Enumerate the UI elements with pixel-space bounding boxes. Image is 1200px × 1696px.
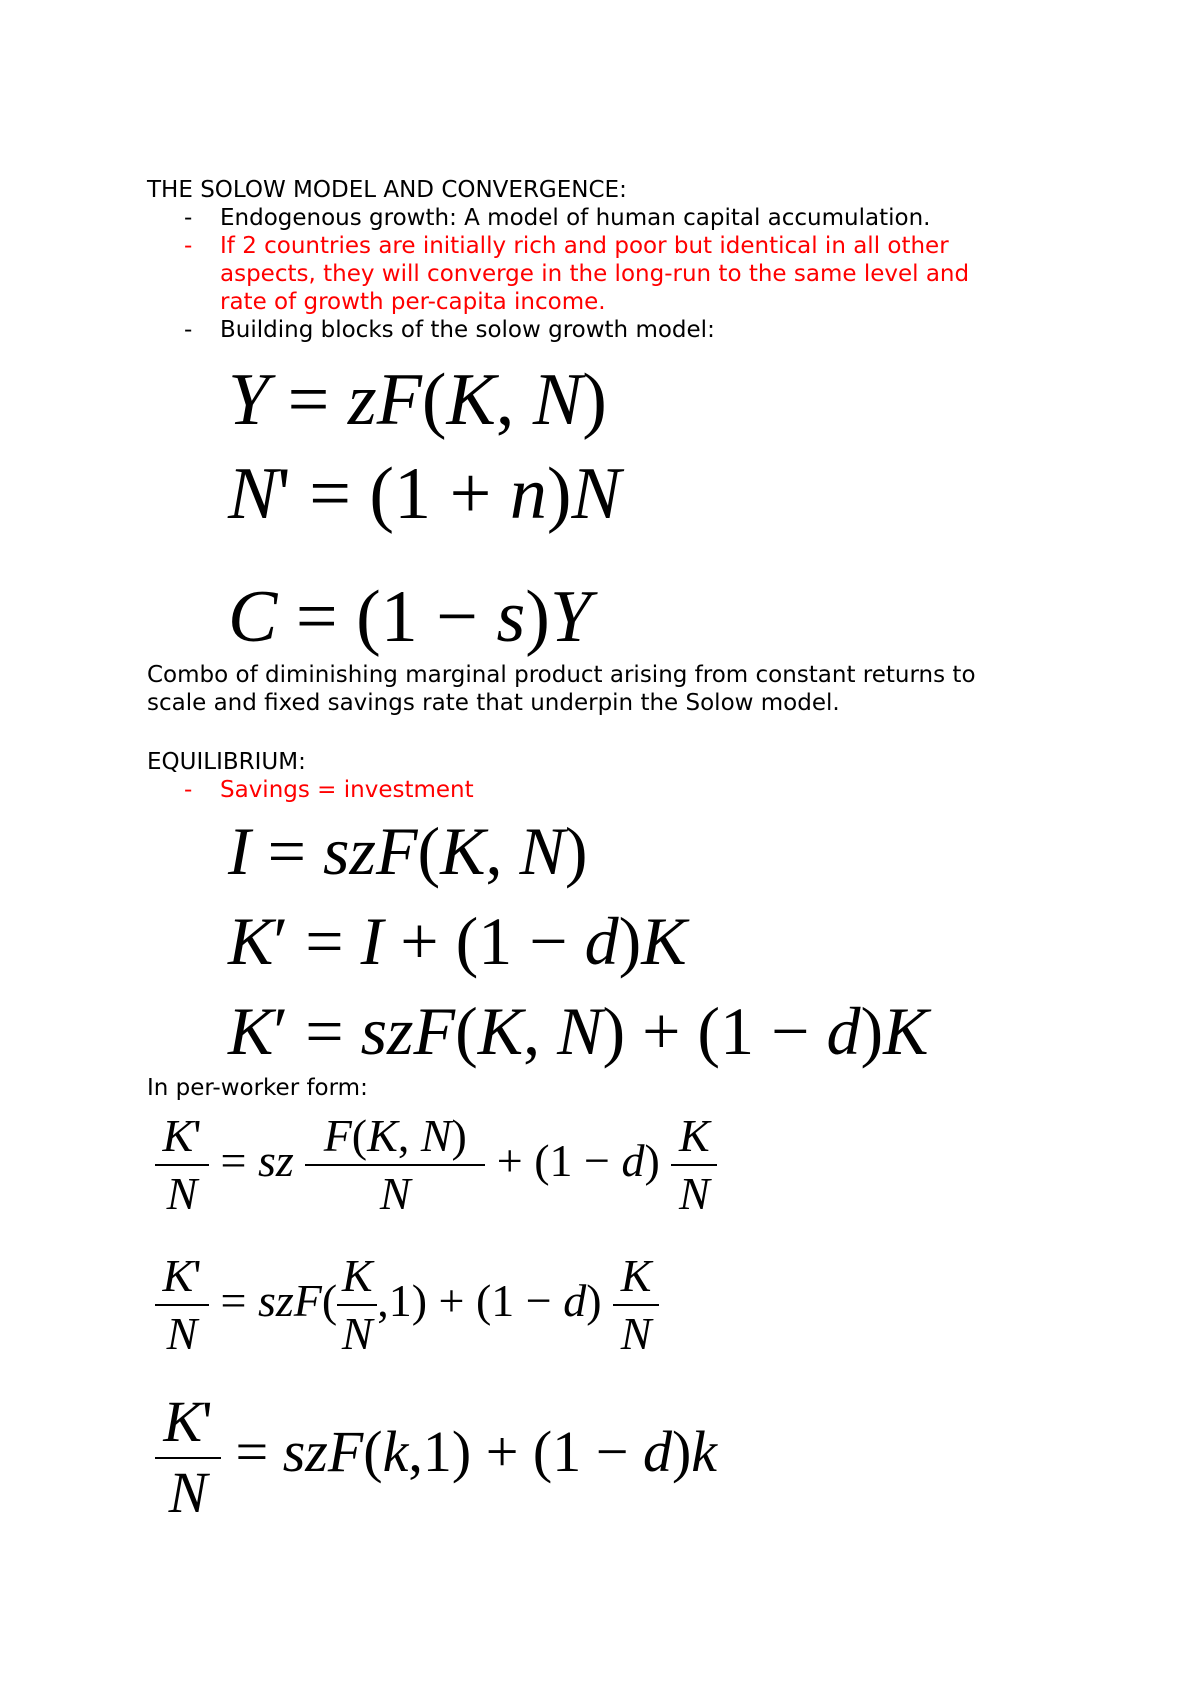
bullet-marker: - [184,317,193,343]
bullet-marker: - [184,233,193,259]
bullet-convergence-line2: aspects, they will converge in the long-run to the same level and [220,261,970,287]
section-heading-solow: THE SOLOW MODEL AND CONVERGENCE: [147,177,627,203]
paragraph-line-2: scale and fixed savings rate that underpin the Solow model. [147,690,840,716]
equation-capital-accumulation-substituted: K′ = szF(K, N) + (1 − d)K [228,993,929,1069]
bullet-building-blocks: Building blocks of the solow growth model: [220,317,715,343]
equation-production: Y = zF(K, N) [228,359,607,441]
equation-capital-accumulation: K′ = I + (1 − d)K [228,903,687,979]
bullet-marker: - [184,777,193,803]
paragraph-line-1: Combo of diminishing marginal product arising from constant returns to [147,662,976,688]
bullet-convergence-line3: rate of growth per-capita income. [220,289,606,315]
equation-investment: I = szF(K, N) [228,813,588,889]
bullet-convergence-line1: If 2 countries are initially rich and poor but identical in all other [220,233,949,259]
equation-consumption: C = (1 − s)Y [228,576,592,658]
bullet-marker: - [184,205,193,231]
equation-per-worker-2: $\frac{K'}{N}$ = szF( $\frac{K}{N}$ ,1) + (1 − d) $\frac{K}{N}$ [155,1252,659,1359]
bullet-endogenous-growth: Endogenous growth: A model of human capital accumulation. [220,205,931,231]
bullet-savings-investment: Savings = investment [220,777,474,803]
equation-per-worker-1: $\frac{K'}{N}$ = sz $\frac{F(K, N)}{N}$ + (1 − d) $\frac{K}{N}$ [155,1112,717,1219]
equation-population: N' = (1 + n)N [228,453,621,535]
per-worker-label: In per-worker form: [147,1075,368,1101]
section-heading-equilibrium: EQUILIBRIUM: [147,749,306,775]
equation-per-worker-3: $\frac{K'}{N}$ = szF(k,1) + (1 − d)k [155,1392,717,1524]
